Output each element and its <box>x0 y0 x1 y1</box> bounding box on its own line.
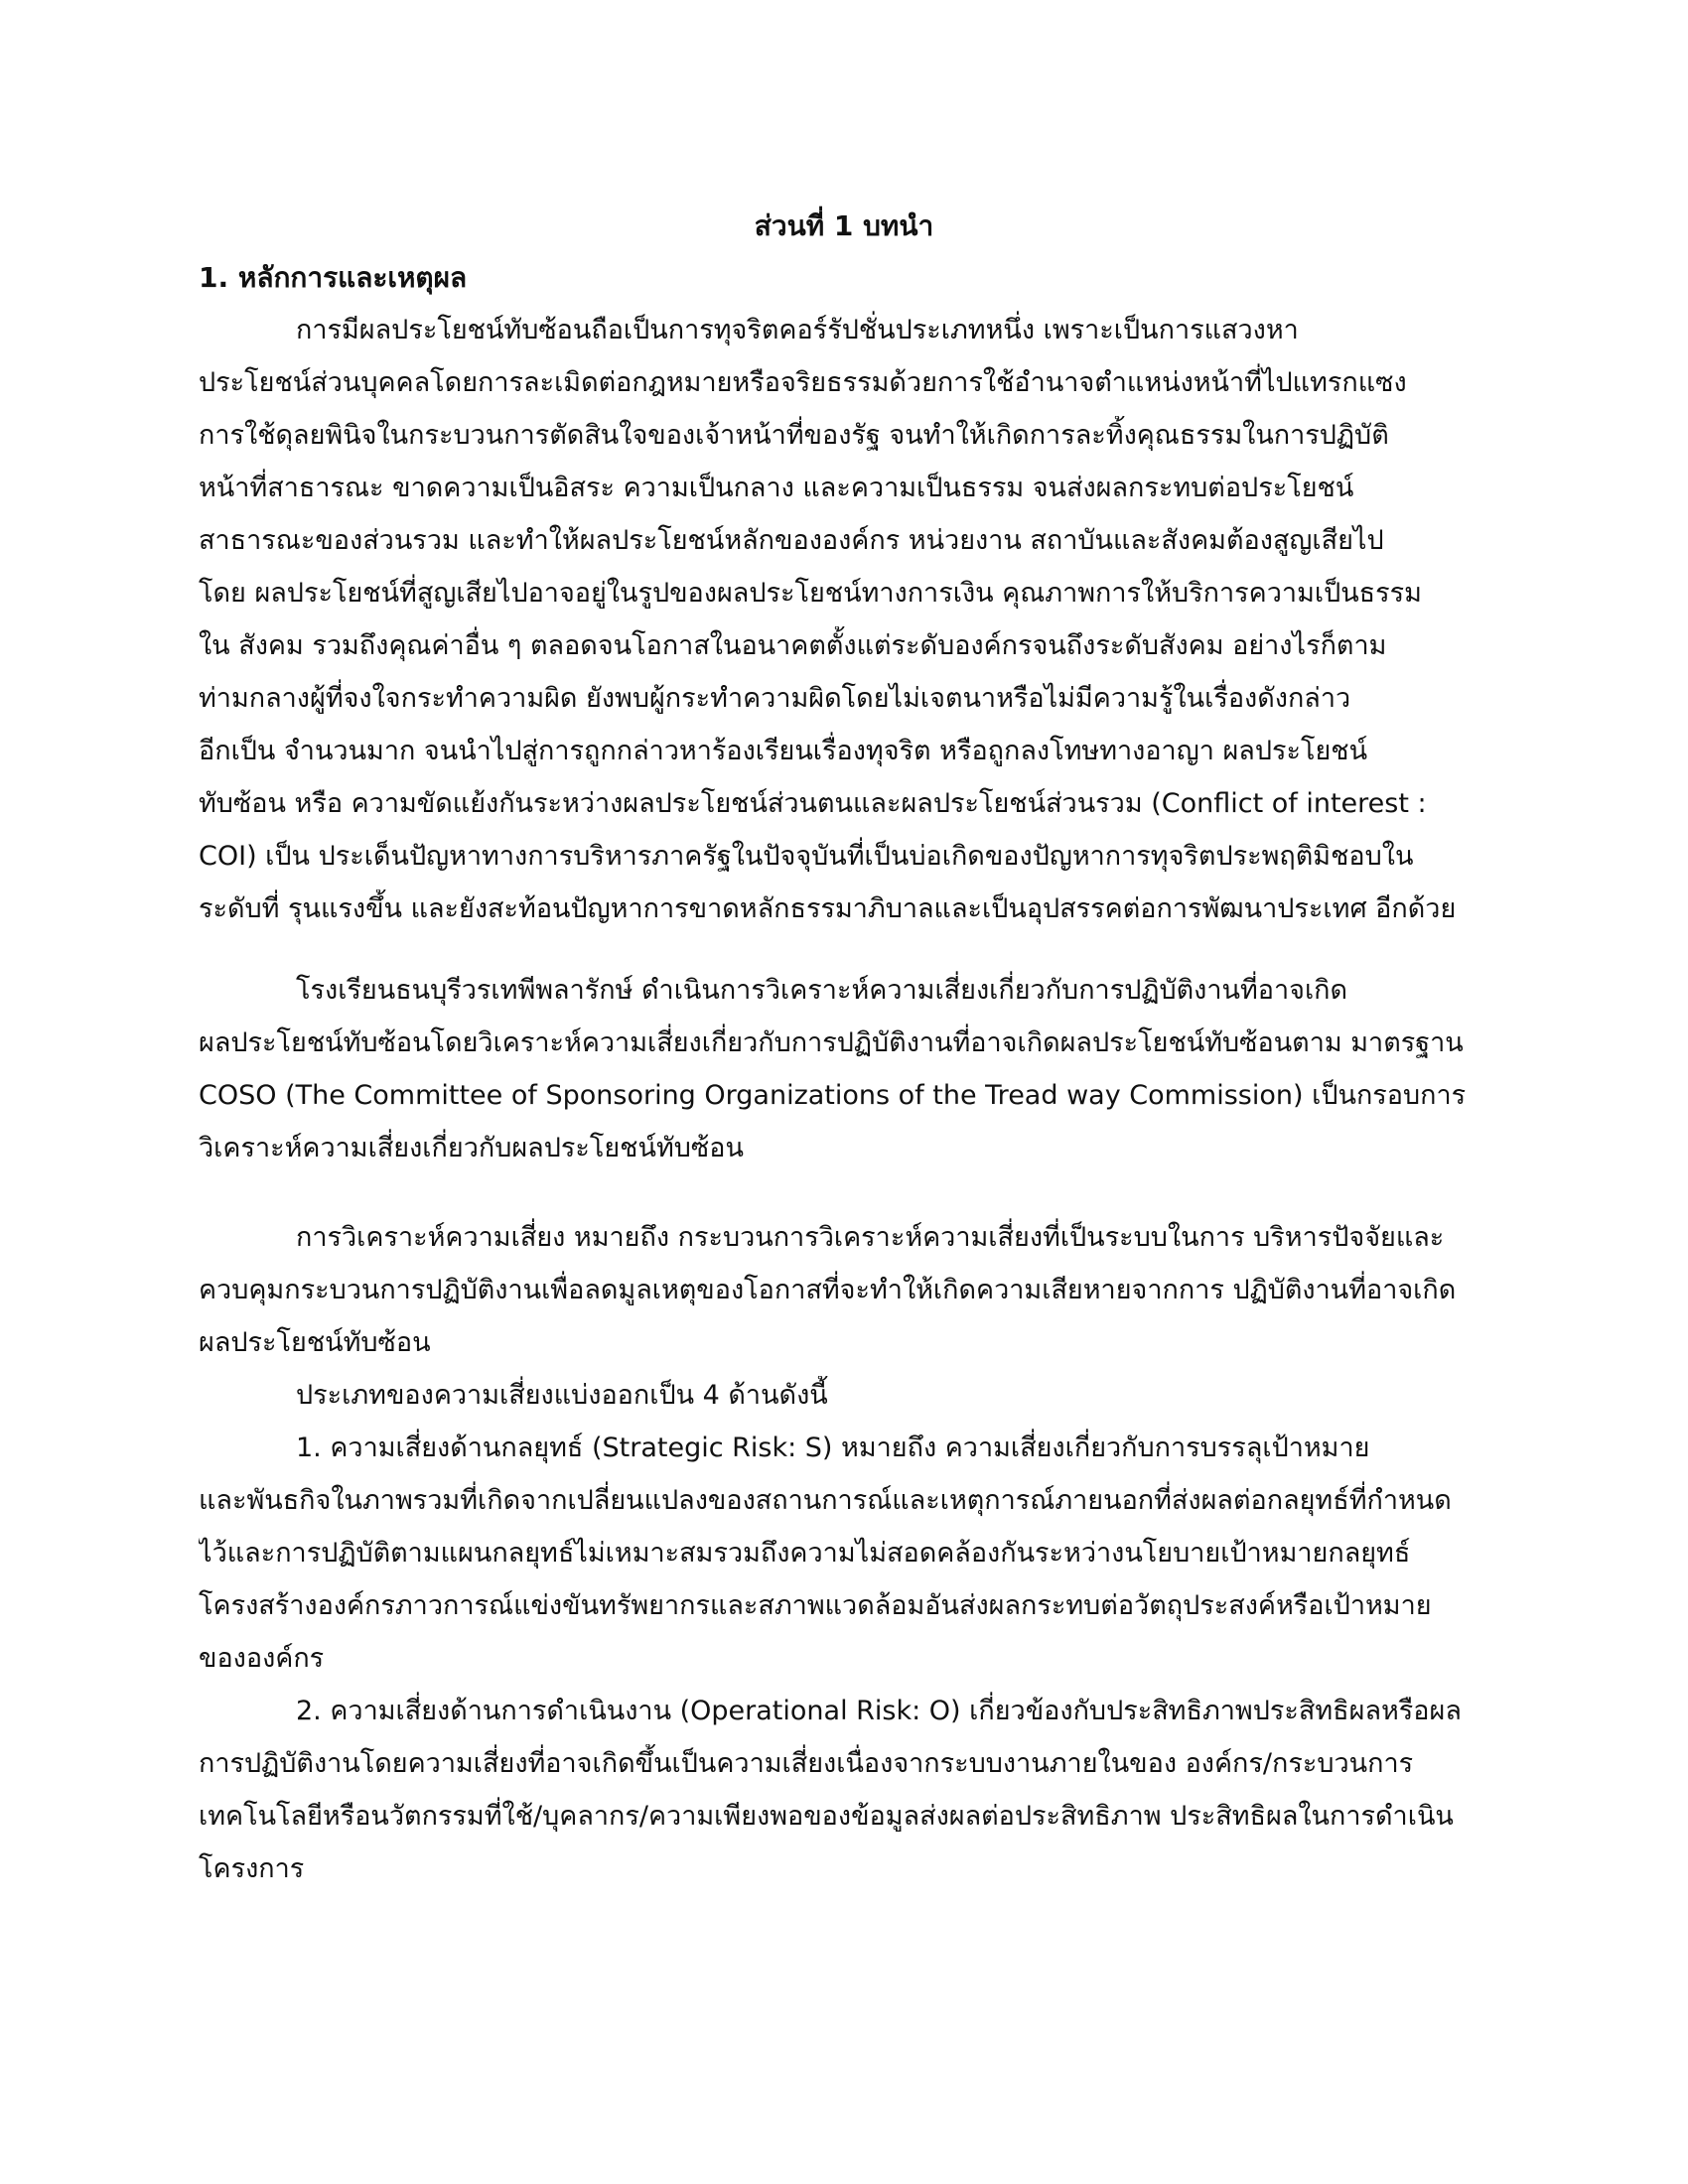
paragraph-line: เทคโนโลยีหรือนวัตกรรมที่ใช้/บุคลากร/ความเพียงพอของข้อมูลส่งผลต่อประสิทธิภาพ ประสิทธิผลในการดำเนิน <box>199 1801 1454 1832</box>
risk-intro: ประเภทของความเสี่ยงแบ่งออกเป็น 4 ด้านดังนี้ <box>296 1380 828 1411</box>
paragraph-line: ท่ามกลางผู้ที่จงใจกระทำความผิด ยังพบผู้กระทำความผิดโดยไม่เจตนาหรือไม่มีความรู้ในเรื่องดังกล่าว <box>199 683 1351 714</box>
paragraph-line: โดย ผลประโยชน์ที่สูญเสียไปอาจอยู่ในรูปของผลประโยชน์ทางการเงิน คุณภาพการให้บริการความเป็นธรรม <box>199 578 1422 609</box>
paragraph-line: การวิเคราะห์ความเสี่ยง หมายถึง กระบวนการวิเคราะห์ความเสี่ยงที่เป็นระบบในการ บริหารปัจจัยและ <box>296 1222 1445 1253</box>
paragraph-line: COI) เป็น ประเด็นปัญหาทางการบริหารภาครัฐในปัจจุบันที่เป็นบ่อเกิดของปัญหาการทุจริตประพฤติมิชอบใน <box>199 841 1414 872</box>
paragraph-line: วิเคราะห์ความเสี่ยงเกี่ยวกับผลประโยชน์ทับซ้อน <box>199 1133 744 1163</box>
paragraph-line: และพันธกิจในภาพรวมที่เกิดจากเปลี่ยนแปลงของสถานการณ์และเหตุการณ์ภายนอกที่ส่งผลต่อกลยุทธ์ที่กำหนด <box>199 1485 1452 1516</box>
risk-item-operational: 2. ความเสี่ยงด้านการดำเนินงาน (Operational Risk: O) เกี่ยวข้องกับประสิทธิภาพประสิทธิผลหรือผล <box>296 1696 1462 1726</box>
paragraph-line: ขององค์กร <box>199 1643 325 1674</box>
paragraph-line: โครงสร้างองค์กรภาวการณ์แข่งขันทรัพยากรและสภาพแวดล้อมอันส่งผลกระทบต่อวัตถุประสงค์หรือเป้าหมาย <box>199 1590 1432 1621</box>
risk-item-strategic: 1. ความเสี่ยงด้านกลยุทธ์ (Strategic Risk: S) หมายถึง ความเสี่ยงเกี่ยวกับการบรรลุเป้าหมาย <box>296 1433 1370 1463</box>
paragraph-line: ใน สังคม รวมถึงคุณค่าอื่น ๆ ตลอดจนโอกาสในอนาคตตั้งแต่ระดับองค์กรจนถึงระดับสังคม อย่างไรก็ตาม <box>199 630 1387 661</box>
paragraph-line: การมีผลประโยชน์ทับซ้อนถือเป็นการทุจริตคอร์รัปชั่นประเภทหนึ่ง เพราะเป็นการแสวงหา <box>296 315 1299 345</box>
paragraph-line: อีกเป็น จำนวนมาก จนนำไปสู่การถูกกล่าวหาร้องเรียนเรื่องทุจริต หรือถูกลงโทษทางอาญา ผลประโยชน์ <box>199 736 1368 766</box>
paragraph-line: COSO (The Committee of Sponsoring Organizations of the Tread way Commission) เป็นกรอบการ <box>199 1080 1467 1111</box>
paragraph-line: การใช้ดุลยพินิจในกระบวนการตัดสินใจของเจ้าหน้าที่ของรัฐ จนทำให้เกิดการละทิ้งคุณธรรมในการปฏิบัติ <box>199 420 1389 451</box>
paragraph-line: ระดับที่ รุนแรงขึ้น และยังสะท้อนปัญหาการขาดหลักธรรมาภิบาลและเป็นอุปสรรคต่อการพัฒนาประเทศ อีกด้วย <box>199 893 1457 924</box>
paragraph-line: หน้าที่สาธารณะ ขาดความเป็นอิสระ ความเป็นกลาง และความเป็นธรรม จนส่งผลกระทบต่อประโยชน์ <box>199 473 1354 503</box>
paragraph-line: ไว้และการปฏิบัติตามแผนกลยุทธ์ไม่เหมาะสมรวมถึงความไม่สอดคล้องกันระหว่างนโยบายเป้าหมายกลยุทธ์ <box>199 1538 1411 1569</box>
section-heading: 1. หลักการและเหตุผล <box>199 261 468 294</box>
paragraph-line: ทับซ้อน หรือ ความขัดแย้งกันระหว่างผลประโยชน์ส่วนตนและผลประโยชน์ส่วนรวม (Conflict of interest : <box>199 788 1427 819</box>
paragraph-line: การปฏิบัติงานโดยความเสี่ยงที่อาจเกิดขึ้นเป็นความเสี่ยงเนื่องจากระบบงานภายในของ องค์กร/กระบวนการ <box>199 1748 1414 1779</box>
paragraph-line: ประโยชน์ส่วนบุคคลโดยการละเมิดต่อกฎหมายหรือจริยธรรมด้วยการใช้อำนาจตำแหน่งหน้าที่ไปแทรกแซง <box>199 367 1407 398</box>
paragraph-line: ควบคุมกระบวนการปฏิบัติงานเพื่อลดมูลเหตุของโอกาสที่จะทำให้เกิดความเสียหายจากการ ปฏิบัติงานที่อาจเกิด <box>199 1275 1457 1305</box>
paragraph-line: โรงเรียนธนบุรีวรเทพีพลารักษ์ ดำเนินการวิเคราะห์ความเสี่ยงเกี่ยวกับการปฏิบัติงานที่อาจเกิด <box>296 975 1348 1006</box>
paragraph-line: ผลประโยชน์ทับซ้อนโดยวิเคราะห์ความเสี่ยงเกี่ยวกับการปฏิบัติงานที่อาจเกิดผลประโยชน์ทับซ้อนตาม มาตรฐาน <box>199 1027 1464 1058</box>
paragraph-line: สาธารณะของส่วนรวม และทำให้ผลประโยชน์หลักขององค์กร หน่วยงาน สถาบันและสังคมต้องสูญเสียไป <box>199 525 1384 556</box>
paragraph-line: โครงการ <box>199 1853 305 1884</box>
paragraph-line: ผลประโยชน์ทับซ้อน <box>199 1327 431 1358</box>
page-title: ส่วนที่ 1 บทนำ <box>754 209 934 242</box>
